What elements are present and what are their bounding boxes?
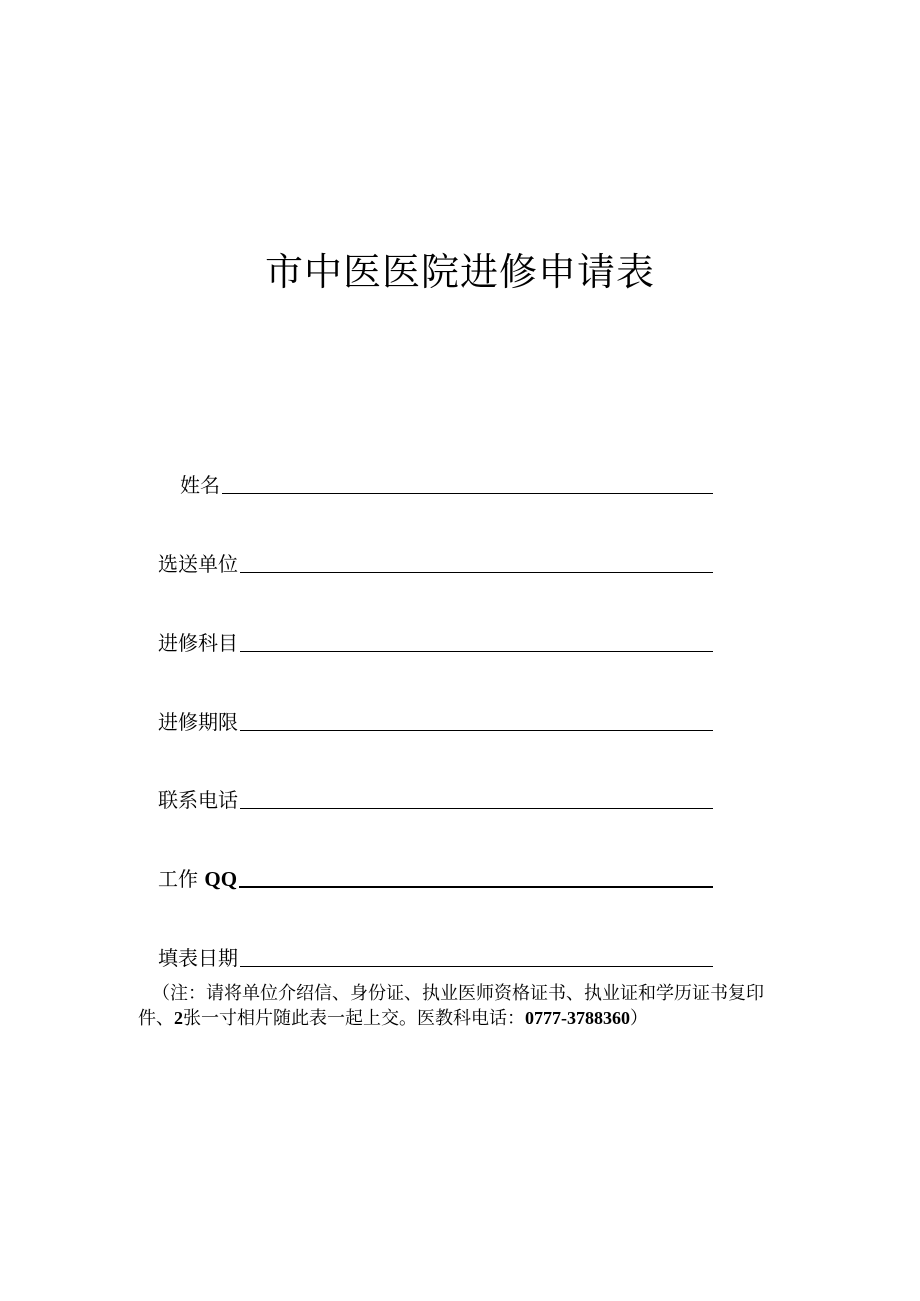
sending-unit-input-line[interactable] [240,546,713,573]
contact-phone-field [158,781,713,815]
note-text-1: （注：请将单位介绍信、身份证、执业医师资格证书、执业证和学历证书复印件、 [138,983,764,1029]
sending-unit-field [158,545,713,579]
contact-phone-label: 联系电话 [158,788,238,812]
work-qq-field [158,860,713,894]
fill-date-input-line[interactable] [240,940,713,967]
work-qq-label-latin: QQ [204,867,238,891]
training-subject-field [158,624,713,658]
page-title: 市中医医院进修申请表 [264,250,655,294]
fill-date-field [158,939,713,973]
training-subject-input-line[interactable] [240,625,713,652]
training-subject-label: 进修科目 [158,631,238,655]
name-field [158,466,713,500]
training-period-field [158,703,713,737]
work-qq-label [158,866,237,894]
note-text-2: 张一寸相片随此表一起上交。医教科电话： [183,1008,525,1029]
training-period-input-line[interactable] [240,704,713,731]
note-phone-number: 0777-3788360 [525,1008,630,1028]
name-label: 姓名 [180,473,220,497]
contact-phone-input-line[interactable] [240,782,713,809]
submission-note [138,982,798,1031]
fill-date-label: 填表日期 [158,946,238,970]
work-qq-input-line[interactable] [239,860,713,888]
sending-unit-label: 选送单位 [158,552,238,576]
training-period-label: 进修期限 [158,710,238,734]
note-text-3: ） [630,1008,648,1029]
note-photo-count: 2 [174,1008,183,1028]
work-qq-label-prefix: 工作 [158,867,198,891]
name-input-line[interactable] [222,467,713,494]
